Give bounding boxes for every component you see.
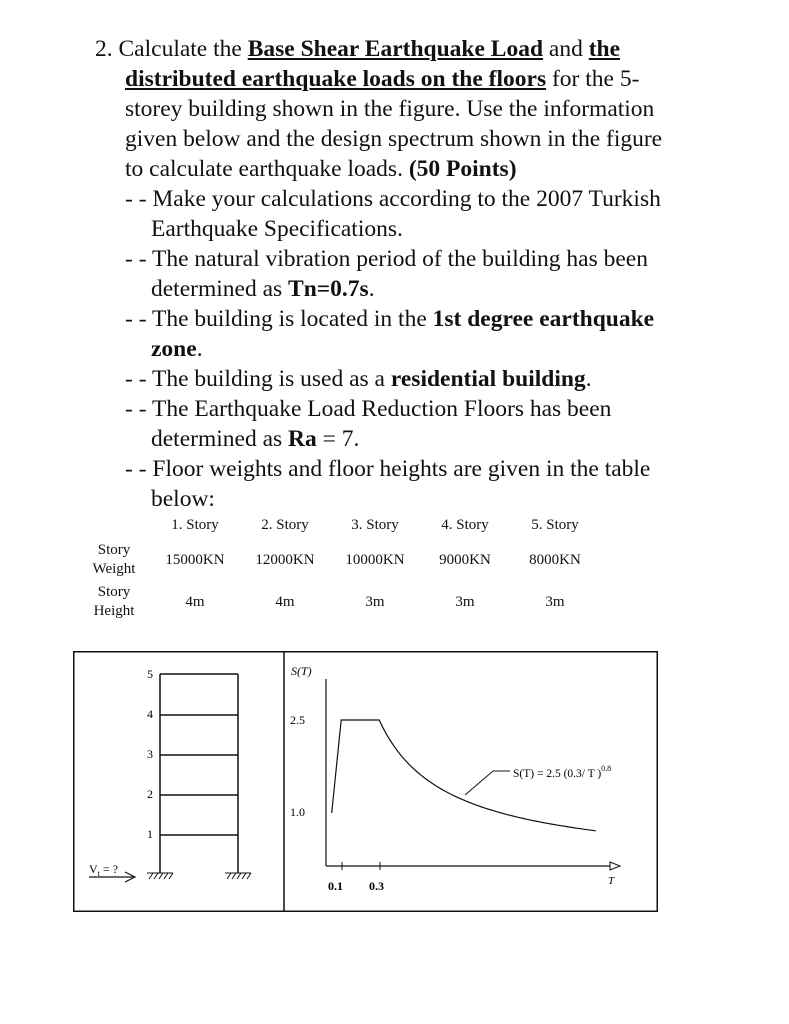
- bullet-2-cont: determined as Tn=0.7s.: [151, 276, 375, 302]
- story-height-cell: 4m: [275, 593, 295, 610]
- base-shear-label: $V_t$ = ?: [89, 862, 118, 878]
- story-header-row: [78, 513, 600, 537]
- bullet-4: - - The building is used as a residential building.: [125, 366, 592, 392]
- story-header: 4. Story: [441, 516, 489, 533]
- points-label: (50 Points): [408, 156, 517, 182]
- floor-number: 2: [147, 787, 153, 801]
- x-tick-label: 0.3: [369, 879, 384, 893]
- question-line-5: to calculate earthquake loads. (50 Points): [125, 156, 517, 182]
- bullet-6: - - Floor weights and floor heights are given in the table: [125, 456, 651, 482]
- story-weight-cell: 15000KN: [165, 551, 225, 568]
- distributed-loads-term: distributed earthquake loads on the floors: [125, 66, 547, 92]
- support-right: [225, 873, 251, 879]
- story-weight-cell: 9000KN: [439, 551, 491, 568]
- story-weight-cell: 10000KN: [345, 551, 405, 568]
- x-axis-label: T: [608, 875, 615, 887]
- question-line-2: distributed earthquake loads on the floors for the 5-: [125, 66, 640, 92]
- story-table: [78, 513, 600, 621]
- y-axis-label: S(T): [291, 664, 312, 678]
- figure-frame: [74, 652, 658, 912]
- story-header: 5. Story: [531, 516, 579, 533]
- question-number: 2.: [95, 36, 113, 62]
- question-line-1: 2. Calculate the Base Shear Earthquake Load and the: [95, 36, 621, 62]
- story-weight-label: Story Weight: [92, 542, 136, 577]
- question-line-4: given below and the design spectrum shown in the figure: [125, 126, 663, 152]
- bullet-2: - - The natural vibration period of the building has been: [125, 246, 648, 272]
- x-tick-label: 0.1: [328, 879, 343, 893]
- floor-number: 3: [147, 747, 153, 761]
- formula-leader: [465, 771, 493, 795]
- floor-number: 4: [147, 707, 153, 721]
- figure-panel: [73, 651, 658, 912]
- story-height-cell: 3m: [365, 593, 385, 610]
- story-weight-cell: 8000KN: [529, 551, 581, 568]
- bullet-3-cont: zone.: [151, 336, 203, 362]
- story-header: 3. Story: [351, 516, 399, 533]
- bullet-1: - - Make your calculations according to the 2007 Turkish: [125, 186, 661, 212]
- story-header: 2. Story: [261, 516, 309, 533]
- story-height-row: [78, 583, 600, 621]
- building-frame: [160, 674, 238, 873]
- spectrum-formula: S(T) = 2.5 (0.3/ T )$^{0.8}$: [513, 764, 612, 780]
- figure-svg: [73, 651, 658, 912]
- x-axis-arrowhead: [610, 862, 620, 870]
- story-weight-row: [78, 537, 600, 583]
- y-tick-label: 1.0: [290, 805, 305, 819]
- base-shear-term: Base Shear Earthquake Load: [247, 36, 544, 62]
- story-weight-cell: 12000KN: [255, 551, 315, 568]
- question-line-3: storey building shown in the figure. Use the information: [125, 96, 655, 122]
- bullet-5: - - The Earthquake Load Reduction Floors has been: [125, 396, 612, 422]
- floor-number: 5: [147, 667, 153, 681]
- bullet-6-cont: below:: [151, 486, 215, 512]
- story-height-cell: 3m: [545, 593, 565, 610]
- bullet-3: - - The building is located in the 1st degree earthquake: [125, 306, 655, 332]
- bullet-5-cont: determined as Ra = 7.: [151, 426, 360, 452]
- story-height-cell: 3m: [455, 593, 475, 610]
- story-height-label: Story Height: [93, 584, 135, 619]
- story-header: 1. Story: [171, 516, 219, 533]
- y-tick-label: 2.5: [290, 713, 305, 727]
- floor-number: 1: [147, 827, 153, 841]
- question-block: [95, 34, 735, 514]
- support-left: [147, 873, 173, 879]
- story-height-cell: 4m: [185, 593, 205, 610]
- bullet-1-cont: Earthquake Specifications.: [151, 216, 403, 242]
